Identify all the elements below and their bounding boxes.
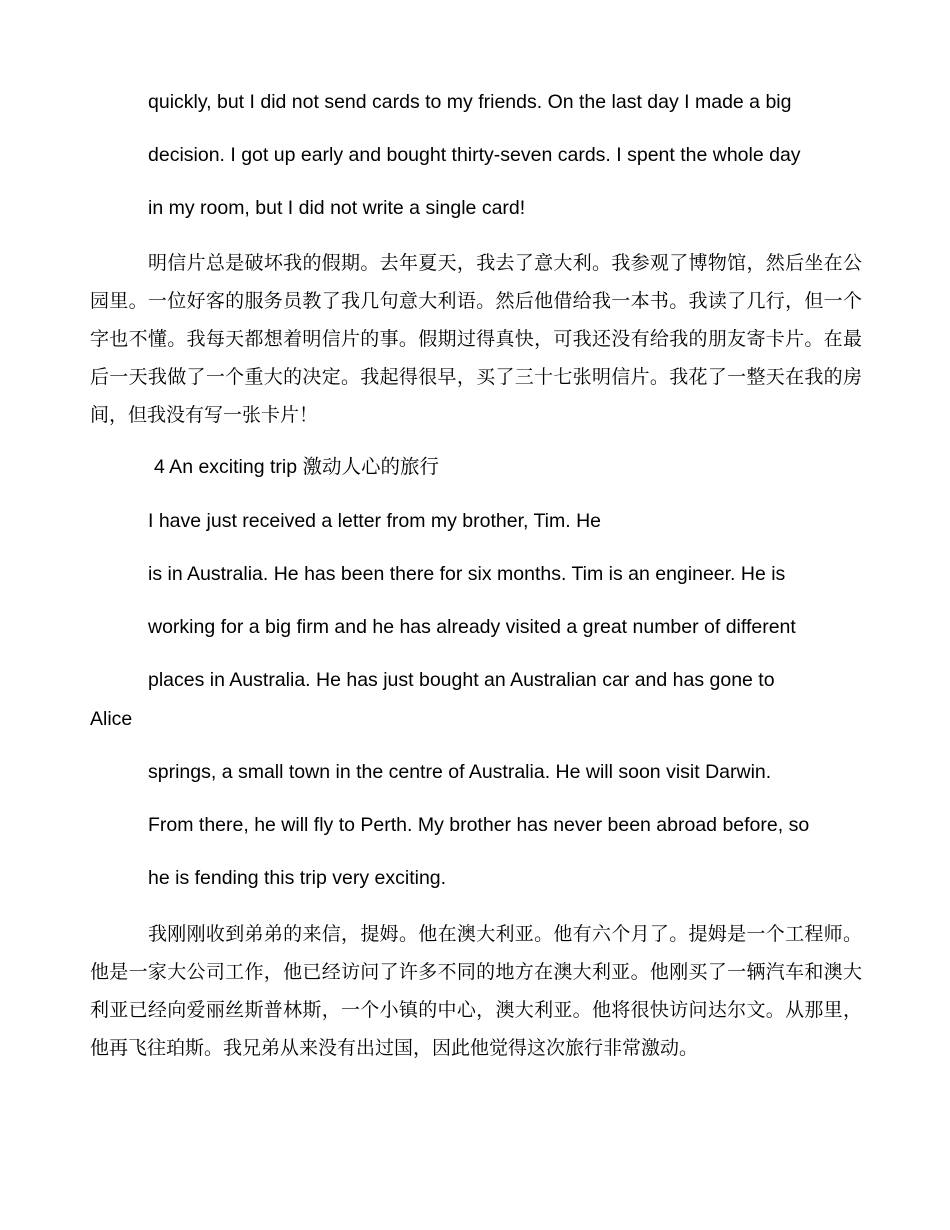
english-line: is in Australia. He has been there for six months. Tim is an engineer. He is xyxy=(148,563,786,585)
english-line: working for a big firm and he has already visited a great number of different xyxy=(148,616,796,638)
english-line: places in Australia. He has just bought an Australian car and has gone to xyxy=(148,669,775,691)
english-line: From there, he will fly to Perth. My brother has never been abroad before, so xyxy=(148,814,810,836)
english-line: in my room, but I did not write a single card! xyxy=(148,197,526,219)
chinese-translation-paragraph: 明信片总是破坏我的假期。去年夏天，我去了意大利。我参观了博物馆，然后坐在公园里。一位好客的服务员教了我几句意大利语。然后他借给我一本书。我读了几行，但一个字也不懂。我每天都想着明信片的事。假期过得真快，可我还没有给我的朋友寄卡片。在最后一天我做了一个重大的决定。我起得很早，买了三十七张明信片。我花了一整天在我的房间，但我没有写一张卡片！ xyxy=(90,252,862,426)
english-line: quickly, but I did not send cards to my friends. On the last day I made a big xyxy=(148,91,792,113)
english-line: I have just received a letter from my brother, Tim. He xyxy=(148,510,602,532)
chinese-translation-paragraph: 我刚刚收到弟弟的来信，提姆。他在澳大利亚。他有六个月了。提姆是一个工程师。他是一家大公司工作，他已经访问了许多不同的地方在澳大利亚。他刚买了一辆汽车和澳大利亚已经向爱丽丝斯普林斯，一个小镇的中心，澳大利亚。他将很快访问达尔文。从那里，他再飞往珀斯。我兄弟从来没有出过国，因此他觉得这次旅行非常激动。 xyxy=(90,923,862,1059)
lesson-heading: 4 An exciting trip 激动人心的旅行 xyxy=(154,456,439,478)
english-line: decision. I got up early and bought thirty-seven cards. I spent the whole day xyxy=(148,144,801,166)
english-line: he is fending this trip very exciting. xyxy=(148,867,447,889)
english-line: springs, a small town in the centre of Australia. He will soon visit Darwin. xyxy=(148,761,772,783)
english-line: Alice xyxy=(90,708,133,730)
